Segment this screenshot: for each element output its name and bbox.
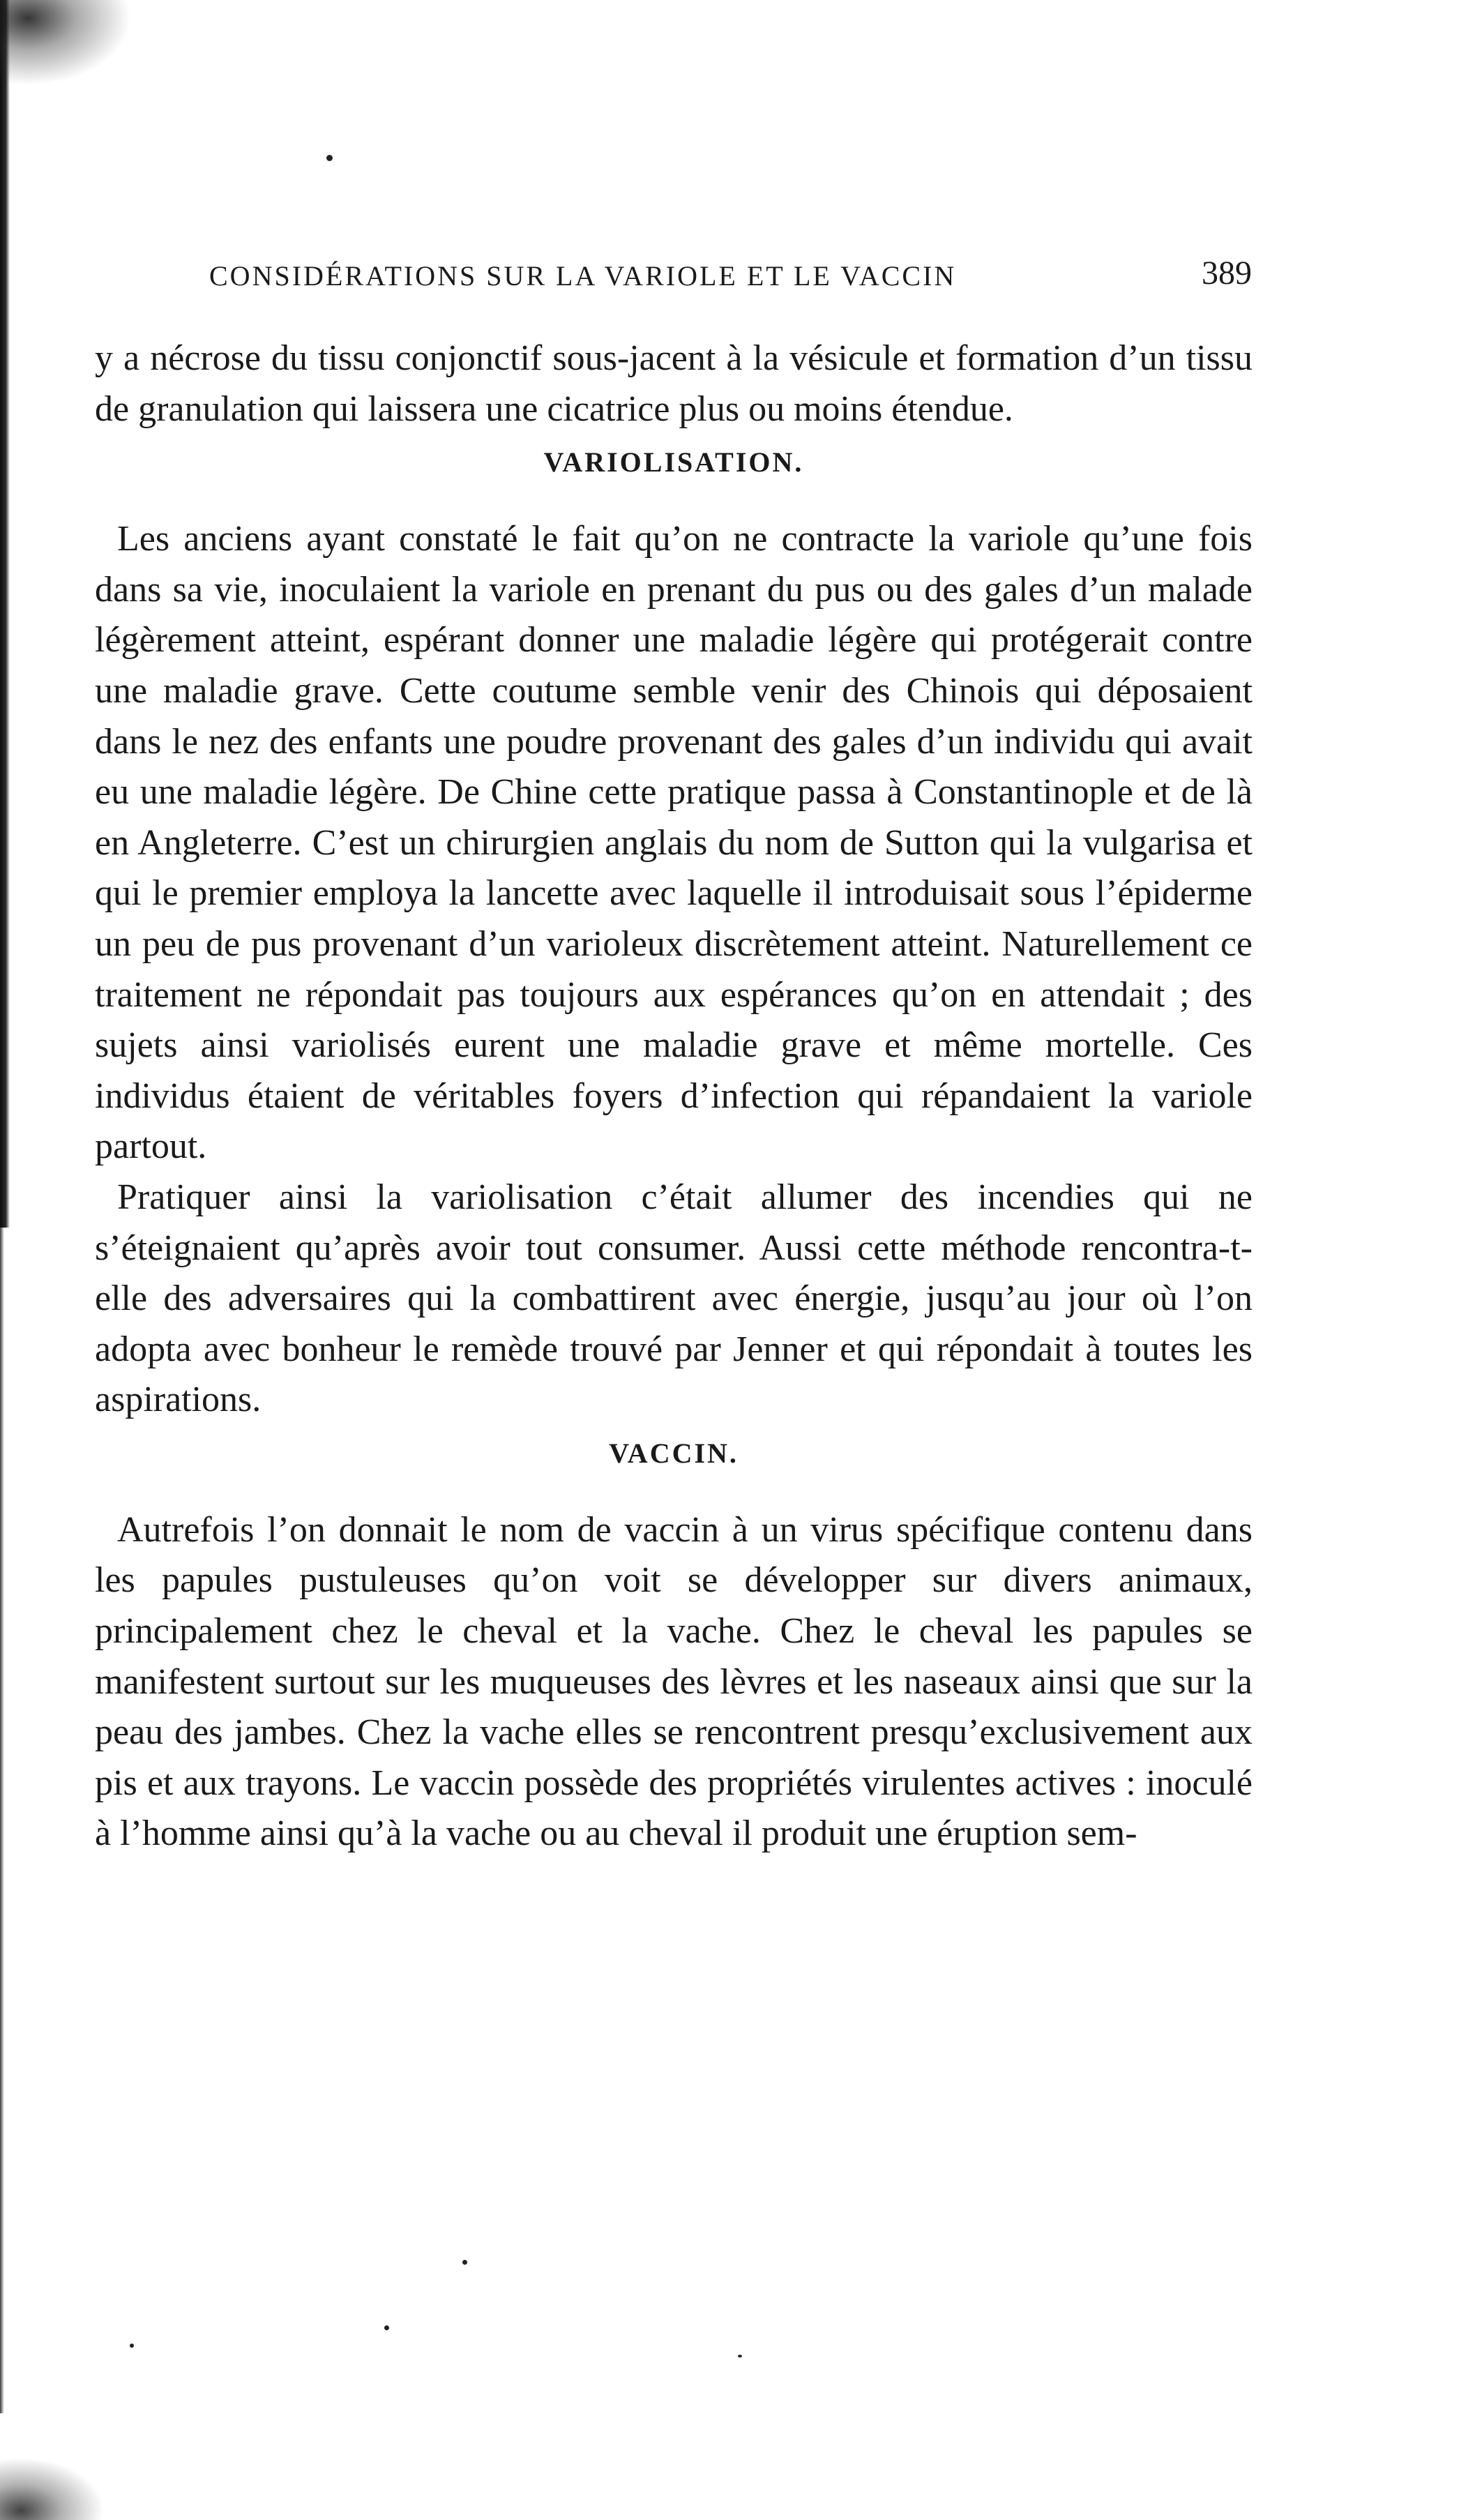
paragraph-variolisation-1: Les anciens ayant constaté le fait qu’on ne contracte la variole qu’une fois dans sa vie, inoculaient la variole en prenant du pus ou des gales d’un malade légèrement atteint, espérant donner une maladie légère qui protégerait contre une maladie grave. Cette coutume semble venir des Chinois qui déposaient dans le nez des enfants une poudre provenant des gales d’un individu qui avait eu une maladie légère. De Chine cette pratique passa à Constantinople et de là en Angleterre. C’est un chirurgien anglais du nom de Sutton qui la vulgarisa et qui le premier employa la lancette avec laquelle il introduisait sous l’épiderme un peu de pus provenant d’un varioleux discrètement atteint. Naturellement ce traitement ne répondait pas toujours aux espérances qu’on en attendait ; des sujets ainsi variolisés eurent une maladie grave et même mortelle. Ces individus étaient de véritables foyers d’infection qui répandaient la variole partout. xyxy=(95,519,1253,1167)
scan-artifact-top-corner xyxy=(0,0,139,91)
page-number: 389 xyxy=(1202,255,1252,292)
scan-speck xyxy=(462,2260,467,2265)
binding-shadow xyxy=(0,0,10,1228)
paragraph-vaccin-1: Autrefois l’on donnait le nom de vaccin à un virus spécifique contenu dans les papules pustuleuses qu’on voit se développer sur divers animaux, principalement chez le cheval et la vache. Chez le cheval les papules se manifestent surtout sur les muqueuses des lèvres et les naseaux ainsi que sur la peau des jambes. Chez la vache elles se rencontrent presqu’exclusivement aux pis et aux trayons. Le vaccin possède des propriétés virulentes actives : inoculé à l’homme ainsi qu’à la vache ou au cheval il produit une éruption sem- xyxy=(95,1509,1253,1854)
binding-shadow-lower xyxy=(0,1228,4,2413)
scan-speck xyxy=(738,2355,742,2357)
running-title: CONSIDÉRATIONS SUR LA VARIOLE ET LE VACCIN xyxy=(209,260,957,292)
scan-artifact-bottom-corner xyxy=(0,2457,105,2520)
scan-speck xyxy=(326,155,333,161)
scan-speck xyxy=(130,2344,134,2348)
section-title-vaccin: VACCIN. xyxy=(609,1437,739,1469)
paragraph-continuation: y a nécrose du tissu conjonctif sous-jacent à la vésicule et formation d’un tissu de granulation qui laissera une cicatrice plus ou moins étendue. xyxy=(95,338,1253,429)
scan-speck xyxy=(384,2325,389,2330)
body-text xyxy=(95,333,1253,1859)
paragraph-variolisation-2: Pratiquer ainsi la variolisation c’était allumer des incendies qui ne s’éteignaient qu’après avoir tout consumer. Aussi cette méthode rencontra-t-elle des adversaires qui la combattirent avec énergie, jusqu’au jour où l’on adopta avec bonheur le remède trouvé par Jenner et qui répondait à toutes les aspirations. xyxy=(95,1177,1253,1420)
section-title-variolisation: VARIOLISATION. xyxy=(543,446,804,478)
running-head xyxy=(209,255,1252,301)
